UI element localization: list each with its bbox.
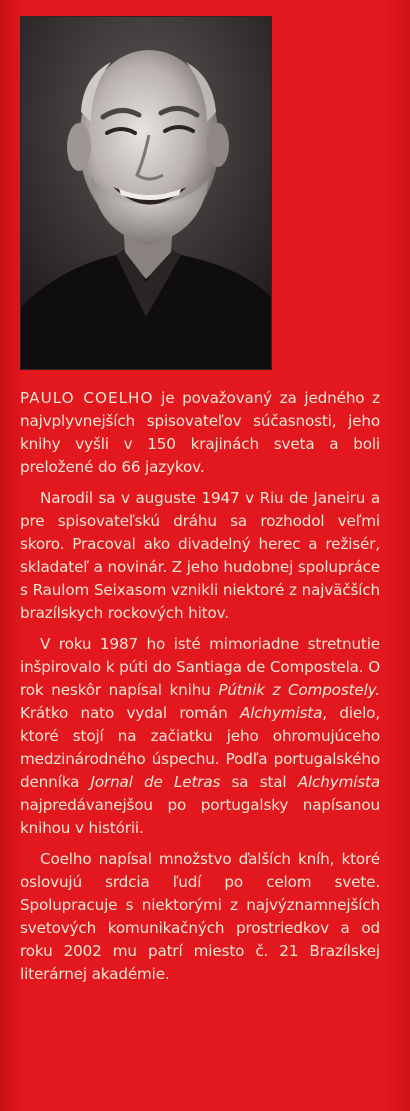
book-title-alchemist-2: Alchymista [297, 773, 381, 791]
bio-p3-text-4: sa stal [220, 773, 298, 791]
bio-p3-text-2: Krátko nato vydal román [20, 704, 240, 722]
author-photo [20, 16, 272, 370]
bio-paragraph-3 [20, 633, 380, 840]
portrait-image [21, 17, 271, 369]
bio-paragraph-2: Narodil sa v auguste 1947 v Riu de Janeiru a pre spisovateľskú dráhu sa rozhodol veľmi skoro. Pracoval ako divadelný herec a režisér, skladateľ a novinár. Z jeho hudobnej spolupráce s Raulom Seixasom vznikli niektoré z najväčších brazílskych rockových hitov. [20, 489, 380, 622]
book-title-pilgrimage: Pútnik z Compostely. [218, 681, 380, 699]
author-name: PAULO COELHO [20, 389, 154, 407]
bio-paragraph-4: Coelho napísal množstvo ďalších kníh, ktoré oslovujú srdcia ľudí po celom svete. Spolupracuje s niektorými z najvýznamnejších svetových komunikačných prostriedkov a od roku 2002 mu patrí miesto č. 21 Brazílskej literárnej akadémie. [20, 850, 380, 983]
bio-p3-text-3: , dielo, ktoré stojí na začiatku jeho ohromujúceho medzinárodného úspechu. Podľa portugalského denníka [20, 704, 380, 791]
author-biography [20, 387, 380, 994]
newspaper-title: Jornal de Letras [90, 773, 221, 791]
bio-p3-text-1: V roku 1987 ho isté mimoriadne stretnutie inšpirovalo k púti do Santiaga de Compostela. O rok neskôr napísal knihu [20, 635, 380, 699]
book-title-alchemist: Alchymista [239, 704, 323, 722]
bio-p1-text: je považovaný za jedného z najvplyvnejších spisovateľov súčasnosti, jeho knihy vyšli v 150 krajinách sveta a boli preložené do 66 jazykov. [20, 389, 380, 476]
bio-paragraph-1 [20, 387, 380, 479]
bio-p3-text-5: najpredávanejšou po portugalsky napísanou knihou v histórii. [20, 796, 380, 837]
